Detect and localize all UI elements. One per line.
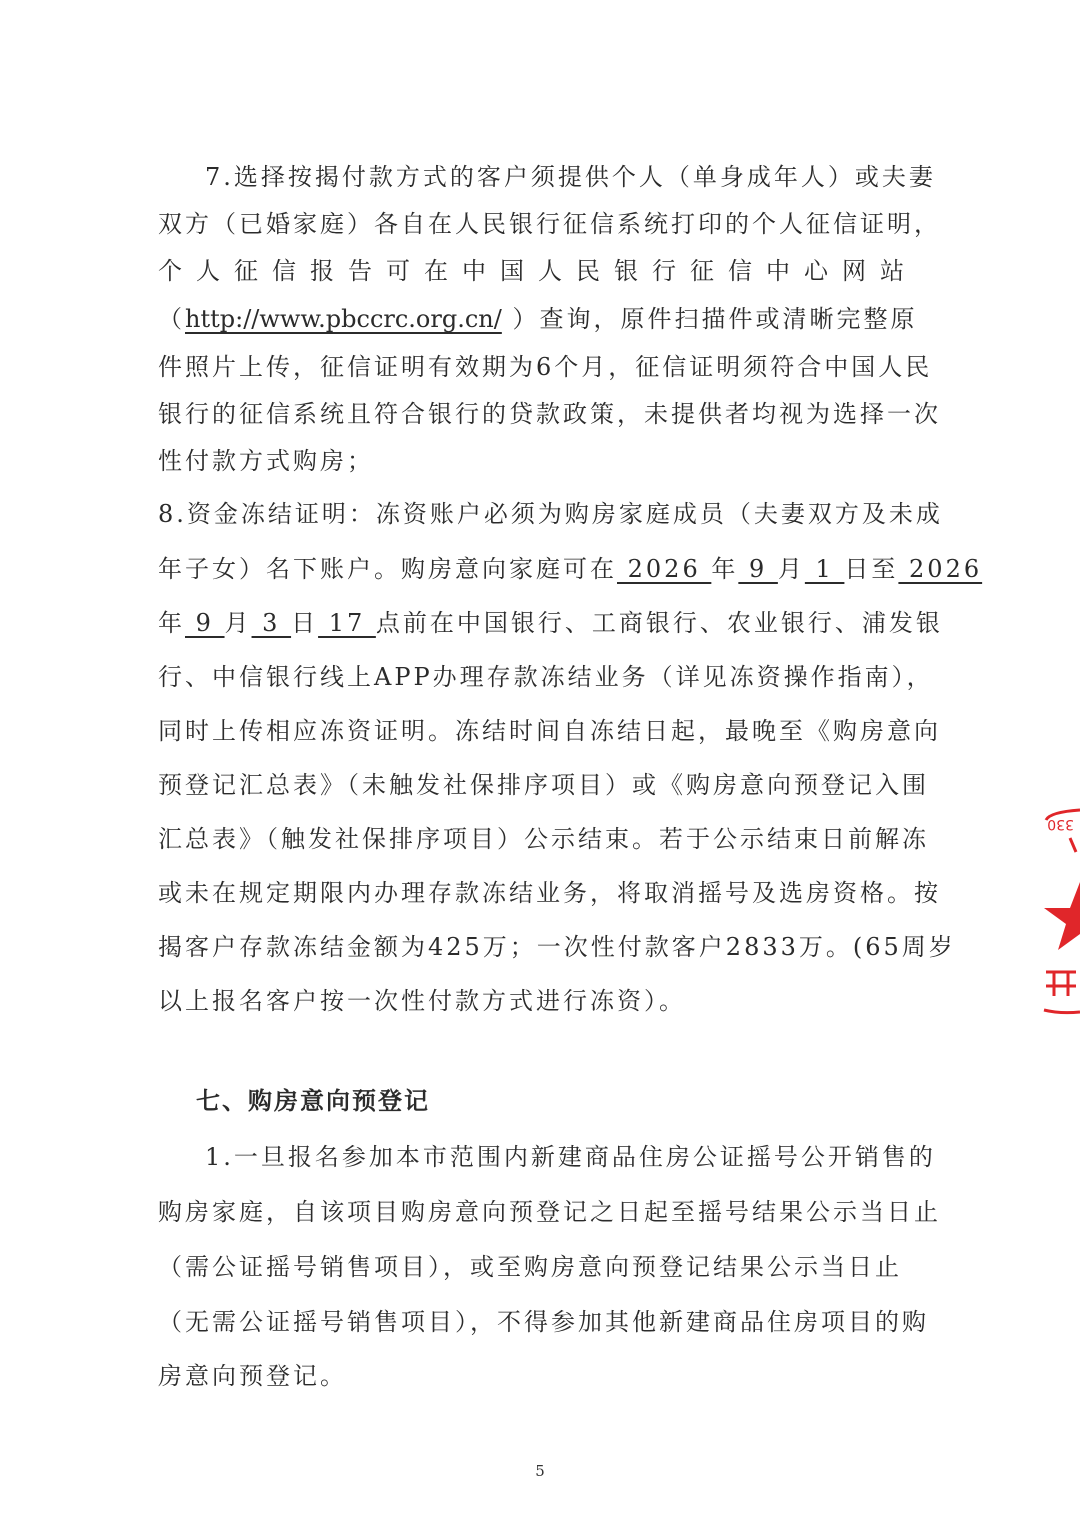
item8-line1: 8.资金冻结证明：冻资账户必须为购房家庭成员（夫妻双方及未成 [158,500,943,528]
month-char-1: 月 [777,555,805,583]
year-char-2: 年 [158,609,185,637]
end-hour: 17 [318,609,376,637]
item7-line1: 7.选择按揭付款方式的客户须提供个人（单身成年人）或夫妻 [205,163,936,191]
item7-line5: 件照片上传，征信证明有效期为6个月，征信证明须符合中国人民 [158,353,933,381]
day-char-2: 日 [291,609,319,637]
section7-line1: 1.一旦报名参加本市范围内新建商品住房公证摇号公开销售的 [205,1143,936,1171]
item8-line9: 揭客户存款冻结金额为425万；一次性付款客户2833万。(65周岁 [158,933,956,961]
item7-paren-open: （ [158,305,185,333]
section7-line2: 购房家庭，自该项目购房意向预登记之日起至摇号结果公示当日止 [158,1198,941,1226]
section7-line4: （无需公证摇号销售项目），不得参加其他新建商品住房项目的购 [158,1308,929,1336]
credit-center-link[interactable]: http://www.pbccrc.org.cn/ [185,305,502,333]
year-char-1: 年 [711,555,739,583]
start-day: 1 [804,555,845,583]
item8-line4: 行、中信银行线上APP办理存款冻结业务（详见冻资操作指南）， [158,663,934,691]
item8-line3 [158,606,943,640]
item7-line4-rest: ）查询，原件扫描件或清晰完整原 [501,305,918,333]
item8-line7: 汇总表》（触发社保排序项目）公示结束。若于公示结束日前解冻 [158,825,929,853]
start-month: 9 [738,555,778,583]
start-year: 2026 [617,555,712,583]
item8-line10: 以上报名客户按一次性付款方式进行冻资）。 [158,987,686,1015]
page-number: 5 [535,1462,545,1480]
item7-line6: 银行的征信系统且符合银行的贷款政策，未提供者均视为选择一次 [158,400,941,428]
item8-line8: 或未在规定期限内办理存款冻结业务，将取消摇号及选房资格。按 [158,879,941,907]
month-char-2: 月 [224,609,252,637]
item8-line5: 同时上传相应冻资证明。冻结时间自冻结日起，最晚至《购房意向 [158,717,941,745]
item8-line2 [158,552,983,586]
section7-line3: （需公证摇号销售项目），或至购房意向预登记结果公示当日止 [158,1253,902,1281]
seal-number: 330 [1047,816,1074,832]
section-heading: 七、购房意向预登记 [196,1087,430,1115]
official-seal [1040,800,1080,1030]
item8-line2-text: 年子女）名下账户。购房意向家庭可在 [158,555,617,583]
item8-line6: 预登记汇总表》（未触发社保排序项目）或《购房意向预登记入围 [158,771,929,799]
seal-graphic [1040,800,1080,1030]
section7-line5: 房意向预登记。 [158,1362,347,1390]
end-month: 9 [185,609,225,637]
day-to-char: 日至 [844,555,899,583]
item7-line7: 性付款方式购房； [158,447,374,475]
item7-line3: 个人征信报告可在中国人民银行征信中心网站 [158,257,918,285]
end-day: 3 [251,609,292,637]
item7-line4 [158,302,918,336]
item8-line3-text: 点前在中国银行、工商银行、农业银行、浦发银 [375,609,943,637]
item7-line2: 双方（已婚家庭）各自在人民银行征信系统打印的个人征信证明， [158,210,941,238]
end-year: 2026 [898,555,983,583]
